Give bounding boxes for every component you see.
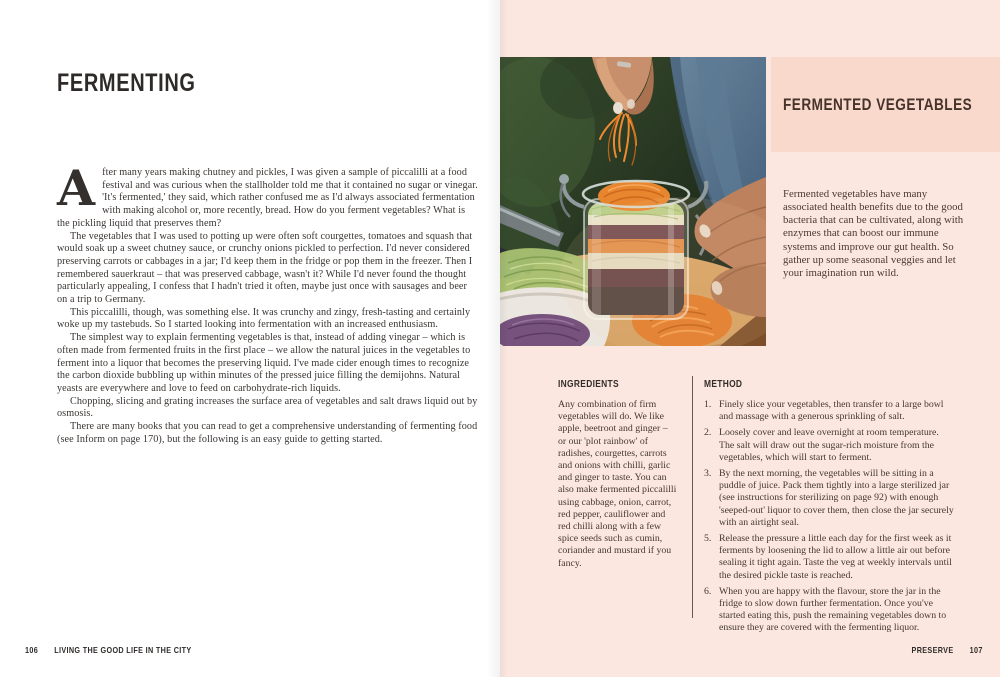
body-text [57,159,478,446]
paragraph: This piccalilli, though, was something else. It was crunchy and zingy, fresh-tasting and certainly woke up my tastebuds. So I started looking into fermentation with an increased enthusiasm. [57,306,471,331]
footer-left [25,645,221,655]
method-section [704,374,954,639]
step-text: Finely slice your vegetables, then transfer to a large bowl and massage with a generous sprinkling of salt. [719,399,944,423]
paragraph: The vegetables that I was used to potting up were often soft courgettes, tomatoes and squash that would soak up a sweet chutney sauce, or crunchy onions pickled to perfection. I'd never considered preserving carrots or cabbages in a jar; I'd keep them in the fridge or pop them in the freezer. Then I remembered sauerkraut – that was preserved cabbage, wasn't it? While I'd never found the thought particularly appealing, I confess that I hadn't tried it often, maybe just once with sausages and beer on a trip to Germany. [57,230,473,306]
page-number: 107 [969,645,983,655]
paragraph: The simplest way to explain fermenting vegetables is that, instead of adding vinegar – which is often made from fermented fruits in the first place – we allow the natural juices in the vegetables to ferment into a liquor that becomes the preserving liquid. I've made cider enough times to recognize the carbon dioxide bubbling up within minutes of the pressed juice filling the demijohns. Natural yeasts are everywhere and love to feed on carbohydrate-rich liquids. [57,332,471,394]
method-steps [704,399,954,635]
method-step [704,586,954,635]
ingredients-section [558,374,677,570]
footer-right [899,645,983,655]
paragraph: Chopping, slicing and grating increases the surface area of vegetables and salt draws liquid out by osmosis. [57,395,478,420]
method-step [704,533,954,582]
photo-fermenting-jar [500,57,766,346]
page-number: 106 [25,645,39,655]
method-step [704,399,954,423]
step-number: 5. [704,533,712,545]
paragraph: There are many books that you can read to get a comprehensive understanding of fermenting food (see Inform on page 170), but the following is an easy guide to getting started. [57,421,478,445]
step-number: 1. [704,399,712,410]
footer-left-text [25,645,192,655]
step-text: When you are happy with the flavour, store the jar in the fridge to slow down further fermentation. Once you've started eating this, push the remaining vegetables down to ensure they are covered with the fermenting liquor. [719,585,947,634]
recipe-title-panel [771,57,1000,152]
intro-paragraph: Fermented vegetables have many associated health benefits due to the good bacteria that can be cultivated, along with enzymes that can boost our immune systems and improve our gut health. So gather up some seasonal veggies and let your imagination run wild. [783,187,964,280]
paragraph-text: fter many years making chutney and pickles, I was given a sample of piccalilli at a food festival and was curious when the stallholder told me that it contained no sugar or vinegar. 'It's fermented,' they said, which rather confused me as I'd always associated fermentation with making alcohol or, more recently, bread. How do you ferment vegetables? What is the pickling liquid that preserves them? [57,167,478,229]
method-heading: METHOD [704,378,743,390]
book-title: LIVING THE GOOD LIFE IN THE CITY [54,645,192,655]
method-step [704,468,954,529]
step-text: By the next morning, the vegetables will be sitting in a puddle of juice. Pack them tightly into a large sterilized jar (see instructions for sterilizing on page 92) with enough 'seeped-out' liquor to cover them, then close the jar securely with an airtight seal. [719,468,954,528]
page-title: FERMENTING [57,68,196,97]
method-step [704,427,954,464]
paragraph [57,159,478,231]
step-text: Release the pressure a little each day for the first week as it ferments by loosening the lid to allow a little air out before sealing it tight again. Taste the veg at weekly intervals until the desired pickle taste is reached. [719,533,952,581]
step-number: 6. [704,585,712,597]
step-number: 3. [704,468,712,480]
column-divider [692,376,693,618]
recipe-title: FERMENTED VEGETABLES [783,94,973,114]
step-text: Loosely cover and leave overnight at room temperature. The salt will draw out the sugar-rich moisture from the vegetables, which will start to ferment. [719,427,939,463]
footer-right-text [912,645,983,655]
step-number: 2. [704,427,712,439]
ingredients-text: Any combination of firm vegetables will do. We like apple, beetroot and ginger – or our 'plot rainbow' of radishes, courgettes, carrots and onions with chilli, garlic and ginger to taste. You can also make fermented piccalilli using cabbage, onion, carrot, red pepper, cauliflower and red chilli along with a few spice seeds such as cumin, coriander and mustard if you fancy. [558,399,677,569]
section-label: PRESERVE [911,645,954,655]
photo-illustration [500,57,766,346]
ingredients-heading: INGREDIENTS [558,378,619,390]
dropcap-letter: A [57,159,96,217]
right-page [500,0,1000,677]
